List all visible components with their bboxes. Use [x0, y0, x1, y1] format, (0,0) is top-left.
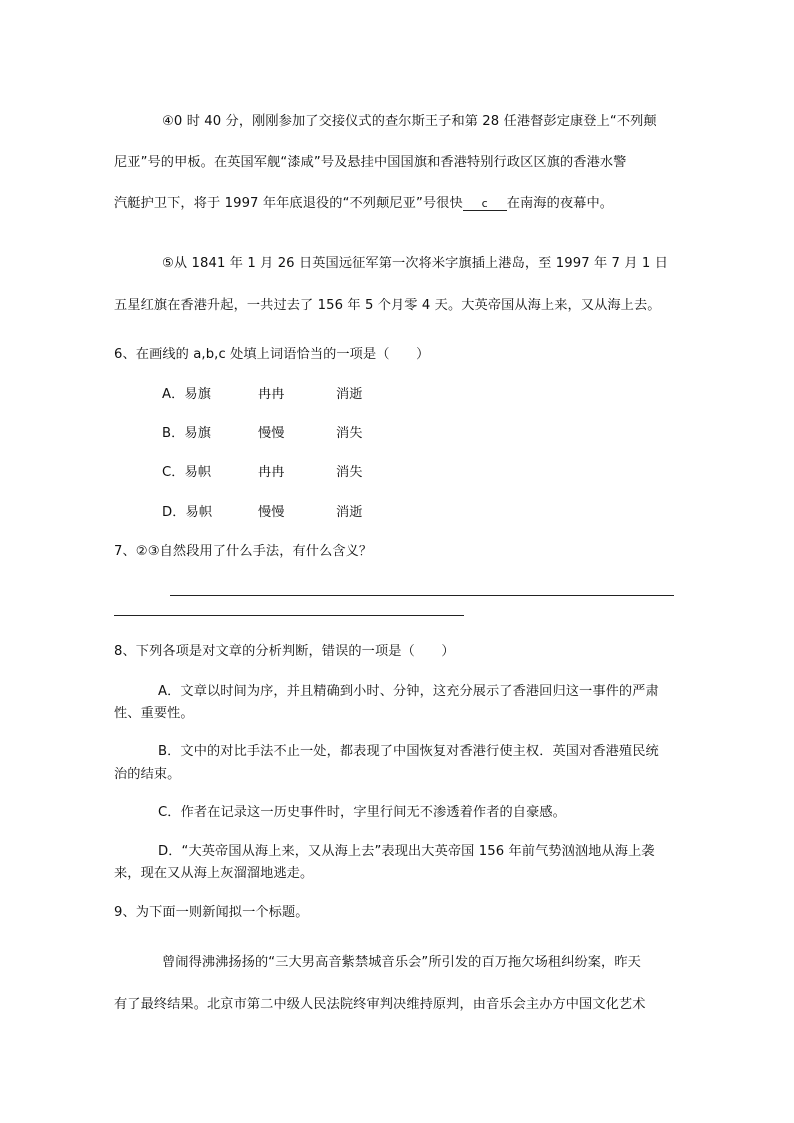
q8-option-d-line1: D．“大英帝国从海上来，又从海上去”表现出大英帝国 156 年前气势汹汹地从海上袭 [158, 844, 655, 859]
q6-option-c-b: 冉冉 [258, 465, 285, 480]
passage-p5-line2: 五星红旗在香港升起，一共过去了 156 年 5 个月零 4 天。大英帝国从海上来，又从海上去。 [114, 298, 661, 313]
q8-option-c-line1: C．作者在记录这一历史事件时，字里行间无不渗透着作者的自豪感。 [158, 805, 566, 820]
question-9-stem: 9、为下面一则新闻拟一个标题。 [114, 905, 309, 920]
news-line2: 有了最终结果。北京市第二中级人民法院终审判决维持原判，由音乐会主办方中国文化艺术 [114, 997, 646, 1012]
news-line1: 曾闹得沸沸扬扬的“三大男高音紫禁城音乐会”所引发的百万拖欠场租纠纷案，昨天 [162, 955, 641, 970]
passage-p4-line1: ④0 时 40 分，刚刚参加了交接仪式的查尔斯王子和第 28 任港督彭定康登上“不列颠 [162, 114, 657, 129]
answer-blank-c: c [463, 198, 507, 211]
q8-option-b-line2: 治的结束。 [114, 767, 181, 782]
q6-option-d-b: 慢慢 [258, 505, 285, 520]
q6-option-c-label: C．易帜 [162, 465, 212, 480]
q8-option-a-line1: A．文章以时间为序，并且精确到小时、分钟，这充分展示了香港回归这一事件的严肃 [158, 684, 659, 699]
passage-p4-line3-before: 汽艇护卫下，将于 1997 年年底退役的“不列颠尼亚”号很快 [114, 196, 463, 211]
question-6-stem: 6、在画线的 a,b,c 处填上词语恰当的一项是（ ） [114, 347, 430, 362]
q8-option-b-line1: B．文中的对比手法不止一处，都表现了中国恢复对香港行使主权．英国对香港殖民统 [158, 744, 659, 759]
q6-option-a-c: 消逝 [336, 387, 363, 402]
q8-option-a-line2: 性、重要性。 [114, 706, 194, 721]
q6-option-c [162, 461, 363, 480]
q6-option-a-label: A．易旗 [162, 387, 211, 402]
q6-option-b-label: B．易旗 [162, 426, 212, 441]
passage-p4-line3-after: 在南海的夜幕中。 [506, 196, 614, 211]
q6-option-b [162, 422, 363, 441]
answer-line-2 [114, 615, 464, 616]
question-7-stem: 7、②③自然段用了什么手法，有什么含义？ [114, 544, 373, 559]
q8-option-d-line2: 来，现在又从海上灰溜溜地逃走。 [114, 866, 314, 881]
question-8-stem: 8、下列各项是对文章的分析判断，错误的一项是（ ） [114, 644, 455, 659]
q6-option-d-c: 消逝 [336, 505, 363, 520]
answer-line-1 [170, 595, 674, 596]
q6-option-d [162, 501, 363, 520]
q6-option-b-c: 消失 [336, 426, 363, 441]
q6-option-a-b: 冉冉 [258, 387, 285, 402]
q6-option-c-c: 消失 [336, 465, 363, 480]
q6-option-a [162, 383, 363, 402]
passage-p4-line3 [114, 192, 613, 211]
q6-option-d-label: D．易帜 [162, 505, 213, 520]
passage-p4-line2: 尼亚”号的甲板。在英国军舰“漆咸”号及悬挂中国国旗和香港特别行政区区旗的香港水警 [114, 155, 627, 170]
q6-option-b-b: 慢慢 [258, 426, 285, 441]
passage-p5-line1: ⑤从 1841 年 1 月 26 日英国远征军第一次将米字旗插上港岛，至 1997 年 7 月 1 日 [162, 256, 668, 271]
